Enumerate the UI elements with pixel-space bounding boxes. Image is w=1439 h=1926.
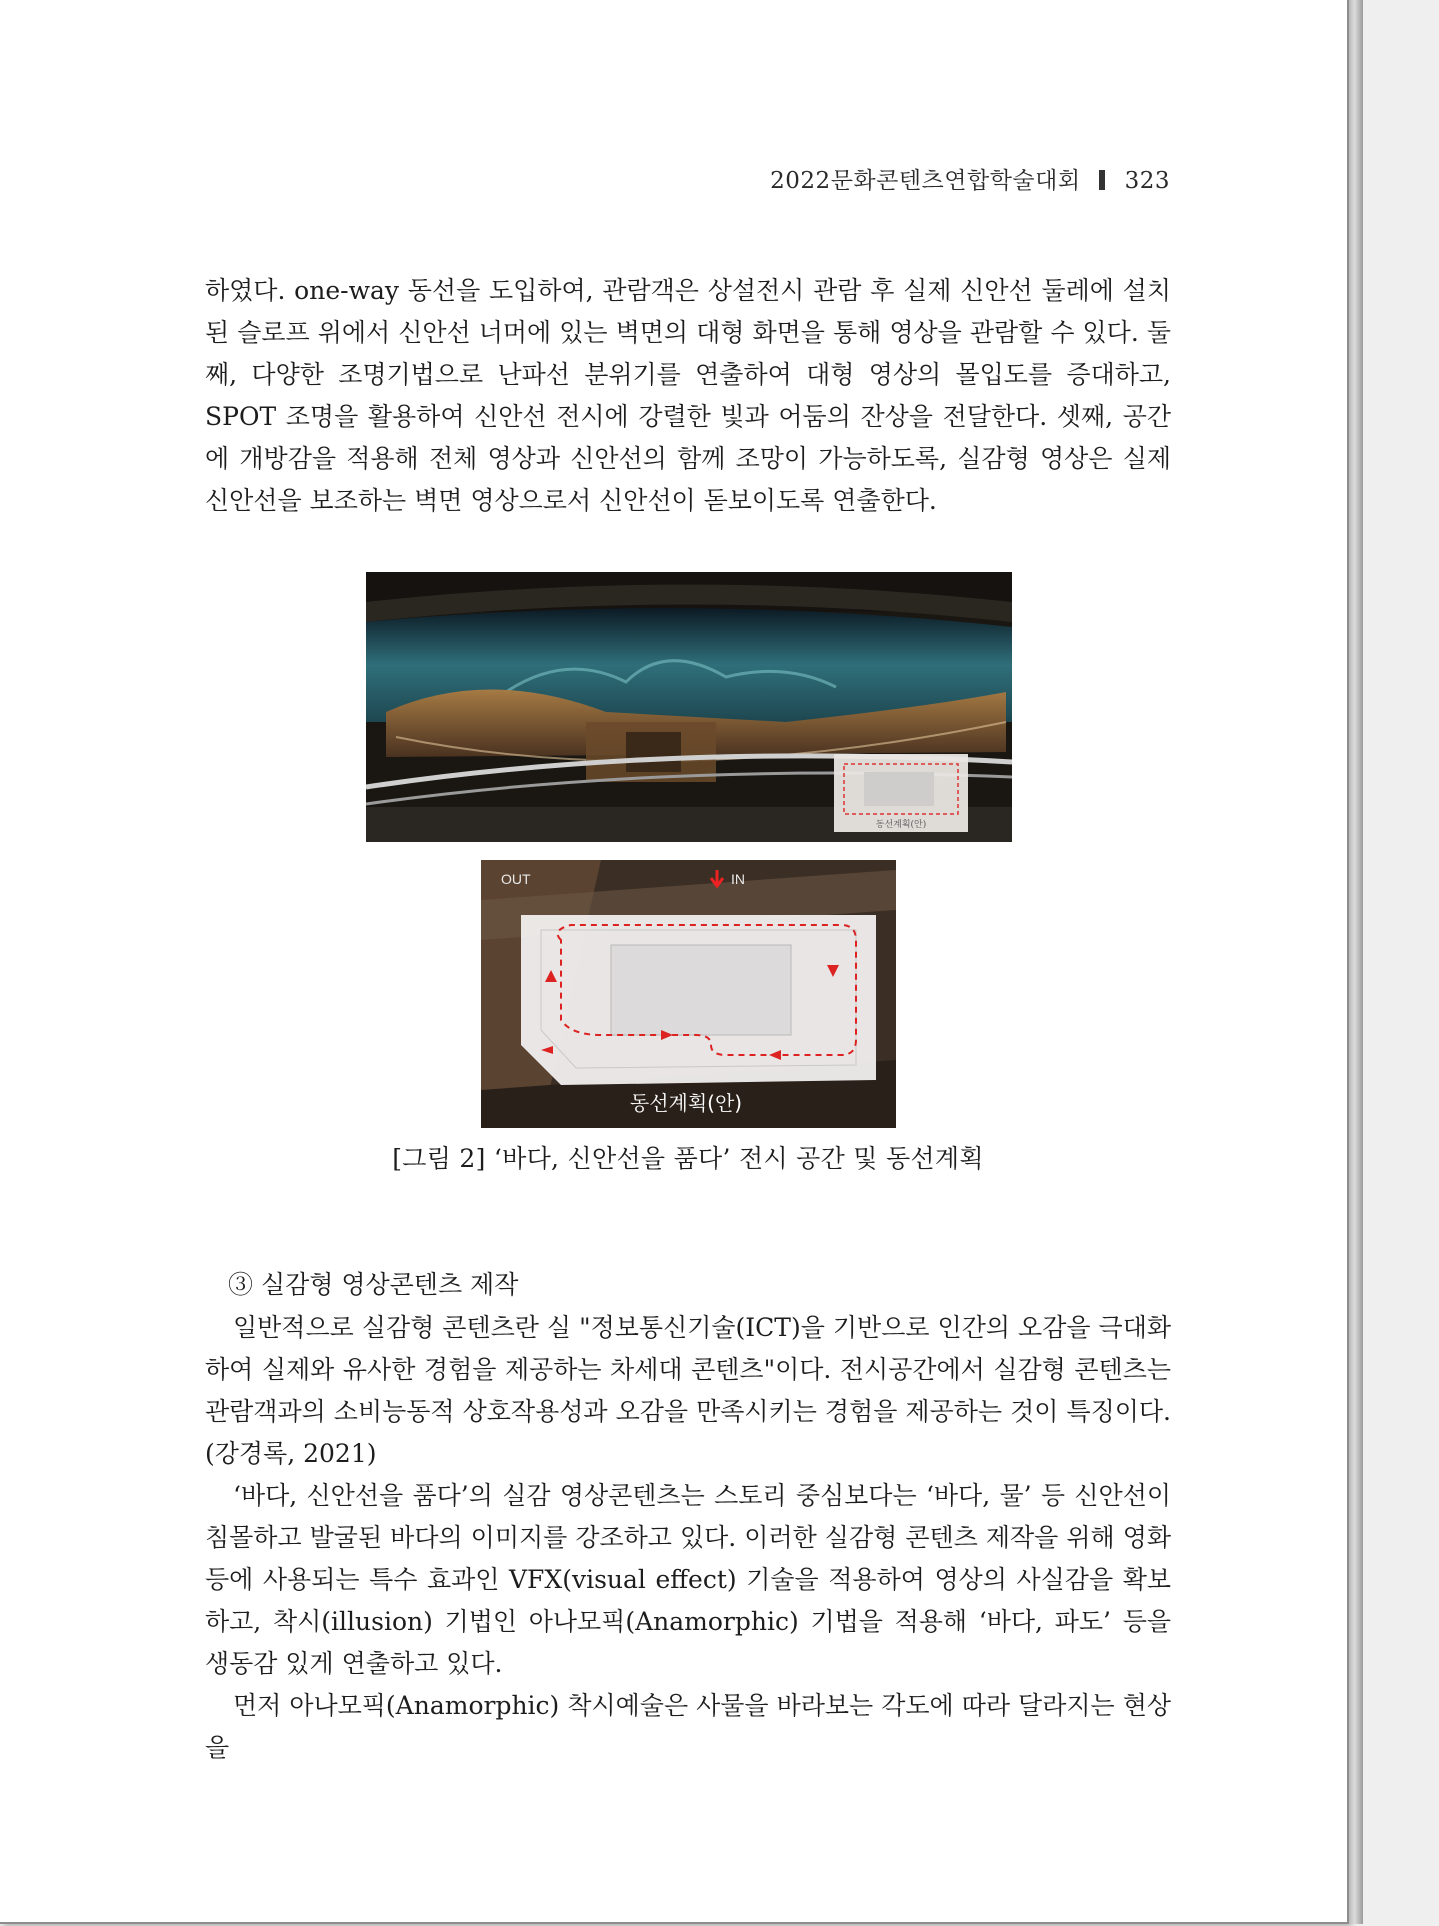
paragraph: 하였다. one-way 동선을 도입하여, 관람객은 상설전시 관람 후 실제 신안선 둘레에 설치된 슬로프 위에서 신안선 너머에 있는 벽면의 대형 화면을 통해 영상을 관람할 수 있다. 둘째, 다양한 조명기법으로 난파선 분위기를 연출하여 대형 영상의 몰입도를 증대하고, SPOT 조명을 활용하여 신안선 전시에 강렬한 빛과 어둠의 잔상을 전달한다. 셋째, 공간에 개방감을 적용해 전체 영상과 신안선의 함께 조망이 가능하도록, 실감형 영상은 실제 신안선을 보조하는 벽면 영상으로서 신안선이 돋보이도록 연출한다. (205, 276, 1171, 515)
out-label: OUT (501, 871, 531, 887)
paragraph: 먼저 아나모픽(Anamorphic) 착시예술은 사물을 바라보는 각도에 따라 달라지는 현상을 (205, 1691, 1171, 1762)
paragraph: 일반적으로 실감형 콘텐츠란 실 "정보통신기술(ICT)을 기반으로 인간의 오감을 극대화하여 실제와 유사한 경험을 제공하는 차세대 콘텐츠"이다. 전시공간에서 실감형 콘텐츠는 관람객과의 소비능동적 상호작용성과 오감을 만족시키는 경험을 제공하는 것이 특징이다.(강경록, 2021) (205, 1313, 1171, 1468)
inset-plan-label: 동선계획(안) (875, 820, 927, 830)
body-text-bottom (205, 1307, 1171, 1769)
exhibition-hall-photo (366, 572, 1012, 842)
page-edge (1349, 0, 1363, 1924)
in-label: IN (731, 871, 745, 887)
body-text-top (205, 270, 1171, 522)
running-header-title: 2022문화콘텐츠연합학술대회 (770, 168, 1081, 194)
figure-caption: [그림 2] ‘바다, 신안선을 품다’ 전시 공간 및 동선계획 (392, 1144, 984, 1173)
floor-plan (521, 915, 876, 1085)
flow-plan-inset (834, 754, 968, 832)
paragraph: ‘바다, 신안선을 품다’의 실감 영상콘텐츠는 스토리 중심보다는 ‘바다, 물’ 등 신안선이 침몰하고 발굴된 바다의 이미지를 강조하고 있다. 이러한 실감형 콘텐츠 제작을 위해 영화 등에 사용되는 특수 효과인 VFX(visual effect) 기술을 적용하여 영상의 사실감을 확보하고, 착시(illusion) 기법인 아나모픽(Anamorphic) 기법을 적용해 ‘바다, 파도’ 등을 생동감 있게 연출하고 있다. (205, 1481, 1171, 1678)
section-heading: ③ 실감형 영상콘텐츠 제작 (228, 1270, 519, 1299)
running-header (770, 162, 1170, 195)
page-number: 323 (1124, 168, 1170, 194)
plan-title-label: 동선계획(안) (629, 1091, 743, 1115)
header-separator (1099, 170, 1105, 190)
flow-plan-photo (481, 860, 896, 1128)
